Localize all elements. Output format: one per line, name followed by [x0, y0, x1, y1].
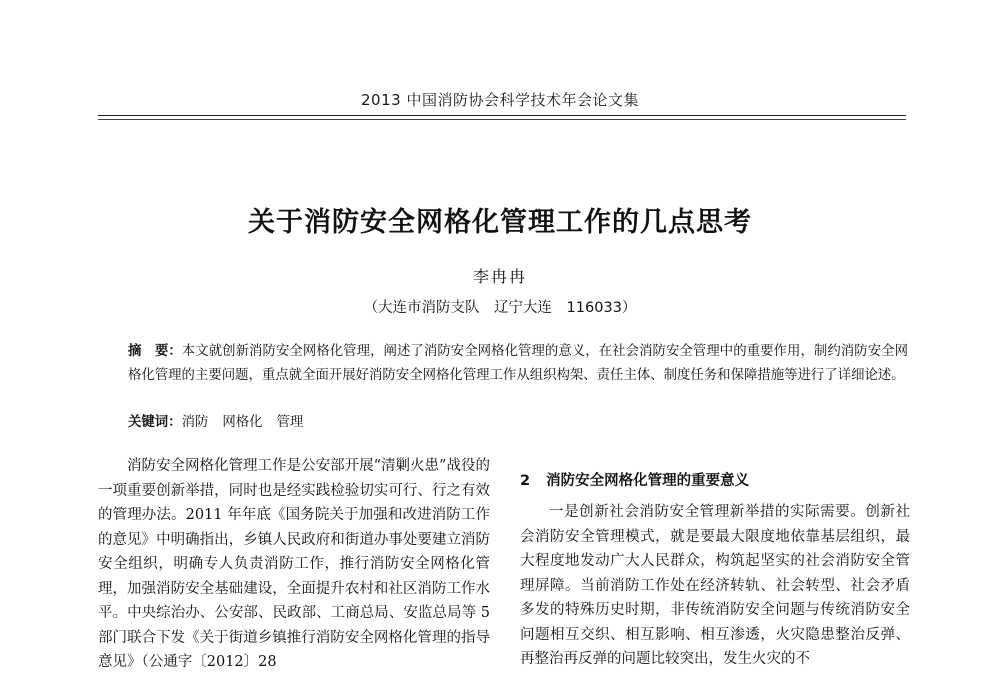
section-2-heading	[520, 469, 910, 490]
keywords	[128, 411, 908, 435]
section-title: 消防安全网格化管理的重要意义	[546, 473, 750, 489]
body-column-left	[98, 454, 490, 675]
section-number: 2	[520, 473, 531, 489]
running-header: 2013 中国消防协会科学技术年会论文集	[361, 91, 639, 109]
keywords-label: 关键词：	[128, 415, 182, 430]
paper-title: 关于消防安全网格化管理工作的几点思考	[248, 207, 752, 238]
keyword-item: 管理	[276, 415, 304, 430]
abstract-text: 本文就创新消防安全网格化管理，阐述了消防安全网格化管理的意义，在社会消防安全管理中的重要作用，制约消防安全网格化管理的主要问题，重点就全面开展好消防安全网格化管理工作从组织构架、责任主体、制度任务和保障措施等进行了详细论述。	[128, 344, 908, 383]
header-rule-thin	[98, 119, 906, 120]
header-rule-thick	[98, 115, 906, 116]
keyword-item: 消防	[181, 415, 209, 430]
abstract	[128, 340, 908, 388]
author-name: 李冉冉	[472, 267, 527, 286]
author-affiliation: （大连市消防支队 辽宁大连 116033）	[363, 300, 637, 316]
keyword-item: 网格化	[222, 415, 263, 430]
abstract-label: 摘 要：	[128, 344, 182, 359]
section-2-paragraph: 一是创新社会消防安全管理新举措的实际需要。创新社会消防安全管理模式，就是要最大限度地依靠基层组织，最大程度地发动广大人民群众，构筑起坚实的社会消防安全管理屏障。当前消防工作处在经济转轨、社会转型、社会矛盾多发的特殊历史时期，非传统消防安全问题与传统消防安全问题相互交织、相互影响、相互渗透，火灾隐患整治反弹、再整治再反弹的问题比较突出，发生火灾的不	[520, 504, 910, 667]
intro-paragraph: 消防安全网格化管理工作是公安部开展“清剿火患”战役的一项重要创新举措，同时也是经实践检验切实可行、行之有效的管理办法。2011 年年底《国务院关于加强和改进消防工作的意见》中明确指出，乡镇人民政府和街道办事处要建立消防安全组织，明确专人负责消防工作，推行消防安全网格化管理，加强消防安全基础建设，全面提升农村和社区消防工作水平。中央综治办、公安部、民政部、工商总局、安监总局等 5 部门联合下发《关于街道乡镇推行消防安全网格化管理的指导意见》（公通字〔2012〕28	[98, 458, 490, 670]
body-column-right	[520, 500, 910, 672]
